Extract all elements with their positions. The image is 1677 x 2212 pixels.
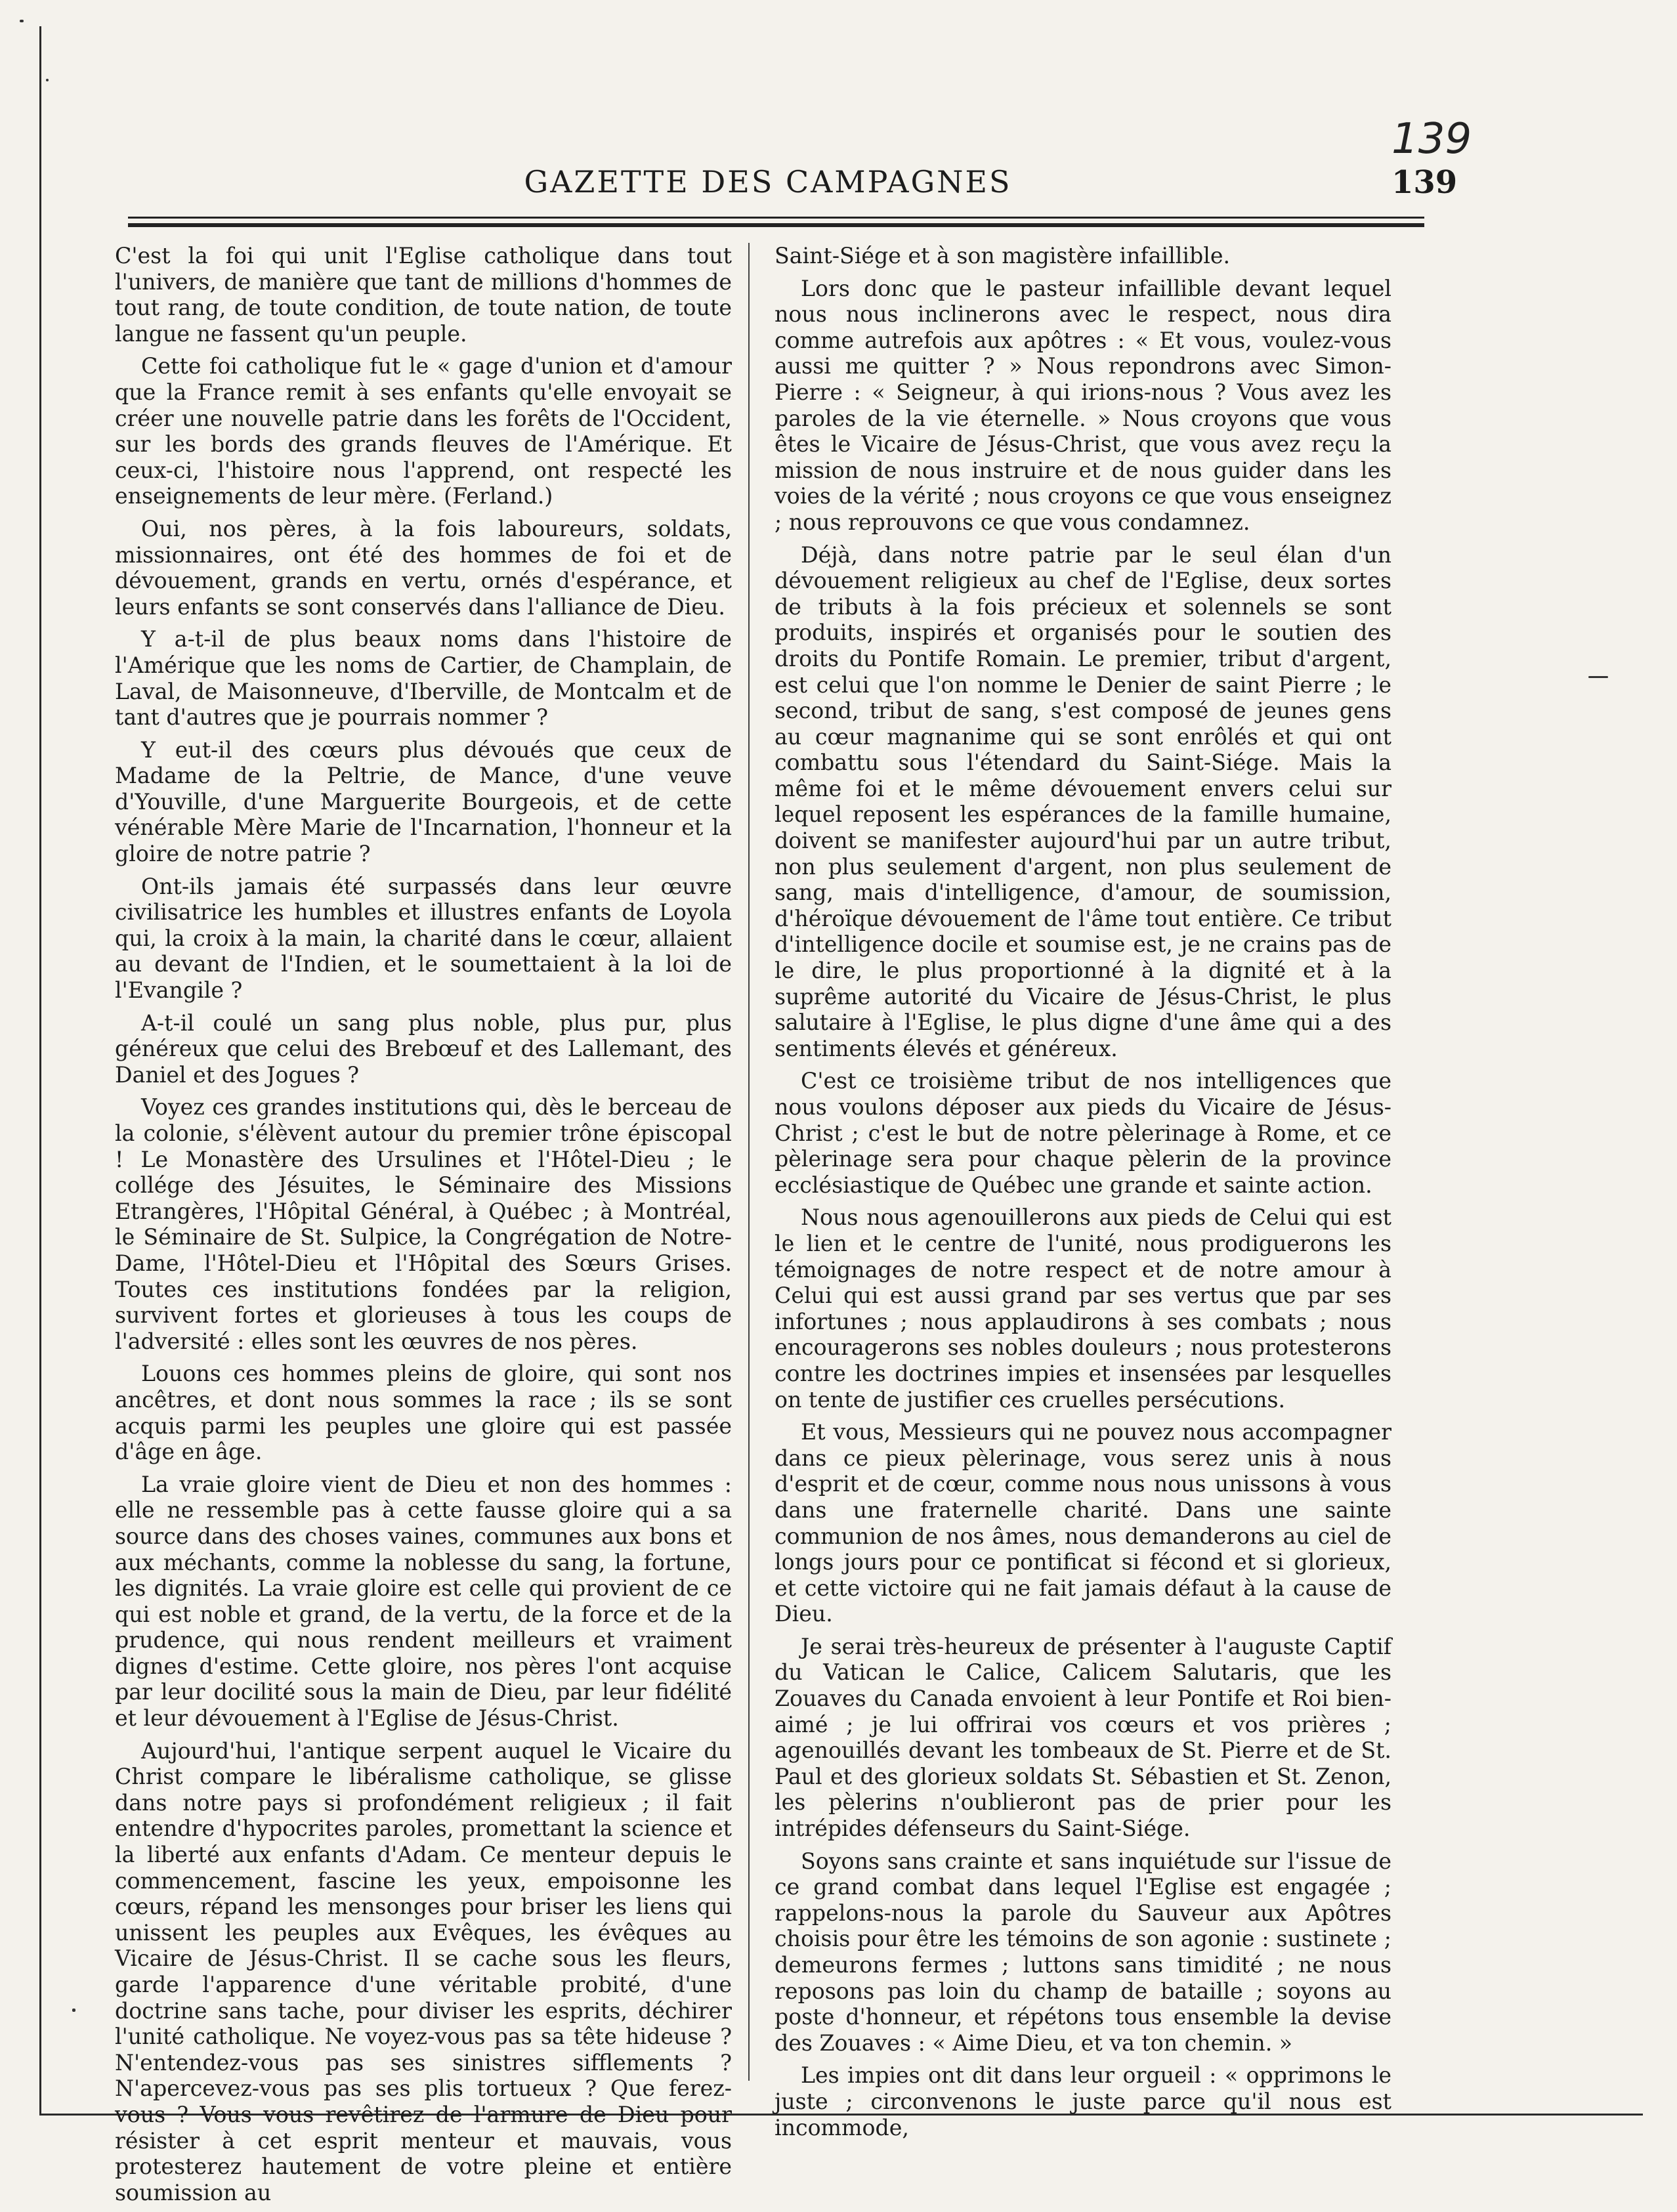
paragraph: Lors donc que le pasteur infaillible devant lequel nous nous inclinerons avec le respect, nous dira comme autrefois aux apôtres : « Et vous, voulez-vous aussi me quitter ? » Nous repondrons avec Simon-Pierre : « Seigneur, à qui irions-nous ? Vous avez les paroles de la vie éternelle. » Nous croyons que vous êtes le Vicaire de Jésus-Christ, que vous avez reçu la mission de nous instruire et de nous guider dans les voies de la vérité ; nous croyons ce que vous enseignez ; nous reprouvons ce que vous condamnez. — [775, 275, 1391, 535]
paragraph: Déjà, dans notre patrie par le seul élan d'un dévouement religieux au chef de l'Eglise, deux sortes de tributs à la fois précieux et solennels se sont produits, inspirés et organisés pour le soutien des droits du Pontife Romain. Le premier, tribut d'argent, est celui que l'on nomme le Denier de saint Pierre ; le second, tribut de sang, s'est composé de jeunes gens au cœur magnanime qui se sont enrôlés et qui ont combattu sous l'étendard du Saint-Siége. Mais la même foi et le même dévouement envers celui sur lequel reposent les espérances de la famille humaine, doivent se manifester aujourd'hui par un autre tribut, non plus seulement d'argent, non plus seulement de sang, mais d'intelligence, d'amour, de soumission, d'héroïque dévouement de l'âme tout entière. Ce tribut d'intelligence docile et soumise est, je ne crains pas de le dire, le plus proportionné à la dignité et à la suprême autorité du Vicaire de Jésus-Christ, le plus salutaire à l'Eglise, le plus digne d'une âme qui a des sentiments élevés et généreux. — [775, 542, 1391, 1061]
paragraph: Saint-Siége et à son magistère infaillible. — [775, 243, 1231, 268]
paragraph: C'est ce troisième tribut de nos intelligences que nous voulons déposer aux pieds du Vicaire de Jésus-Christ ; c'est le but de notre pèlerinage à Rome, et ce pèlerinage sera pour chaque pèlerin de la province ecclésiastique de Québec une grande et sainte action. — [775, 1068, 1391, 1198]
scan-speck — [72, 2009, 75, 2012]
right-column — [775, 243, 1391, 2147]
paragraph: Voyez ces grandes institutions qui, dès le berceau de la colonie, s'élèvent autour du premier trône épiscopal ! Le Monastère des Ursulines et l'Hôtel-Dieu ; le collége des Jésuites, le Séminaire des Missions Etrangères, l'Hôpital Général, à Québec ; à Montréal, le Séminaire de St. Sulpice, la Congrégation de Notre-Dame, l'Hôtel-Dieu et l'Hôpital des Sœurs Grises. Toutes ces institutions fondées par la religion, survivent fortes et glorieuses à tous les coups de l'adversité : elles sont les œuvres de nos pères. — [115, 1094, 732, 1354]
paragraph: Y eut-il des cœurs plus dévoués que ceux de Madame de la Peltrie, de Mance, d'une veuve d'Youville, d'une Marguerite Bourgeois, et de cette vénérable Mère Marie de l'Incarnation, l'honneur et la gloire de notre patrie ? — [115, 736, 732, 867]
running-title: GAZETTE DES CAMPAGNES — [524, 164, 1012, 200]
handwritten-page-number: 139 — [1391, 115, 1472, 163]
paragraph: Ont-ils jamais été surpassés dans leur œuvre civilisatrice les humbles et illustres enfants de Loyola qui, la croix à la main, la charité dans le cœur, allaient au devant de l'Indien, et le soumettaient à la loi de l'Evangile ? — [115, 873, 732, 1004]
paragraph: Nous nous agenouillerons aux pieds de Celui qui est le lien et le centre de l'unité, nous prodiguerons les témoignages de notre respect et de notre amour à Celui qui est aussi grand par ses vertus que par ses infortunes ; nous applaudirons à ses combats ; nous encouragerons ses nobles douleurs ; nous protesterons contre les doctrines impies et insensées par lesquelles on tente de justifier ces cruelles persécutions. — [775, 1204, 1391, 1413]
scan-speck — [1588, 676, 1608, 678]
paragraph: Et vous, Messieurs qui ne pouvez nous accompagner dans ce pieux pèlerinage, vous serez unis à nous d'esprit et de cœur, comme nous nous unissons à vous dans une fraternelle charité. Dans une sainte communion de nos âmes, nous demanderons au ciel de longs jours pour ce pontificat si fécond et si glorieux, et cette victoire qui ne fait jamais défaut à la cause de Dieu. — [775, 1419, 1391, 1627]
paragraph: A-t-il coulé un sang plus noble, plus pur, plus généreux que celui des Brebœuf et des Lallemant, des Daniel et des Jogues ? — [115, 1010, 732, 1088]
page-header — [118, 151, 1418, 210]
paragraph: Y a-t-il de plus beaux noms dans l'histoire de l'Amérique que les noms de Cartier, de Champlain, de Laval, de Maisonneuve, d'Iberville, de Montcalm et de tant d'autres que je pourrais nommer ? — [115, 626, 732, 731]
paragraph: Je serai très-heureux de présenter à l'auguste Captif du Vatican le Calice, Calicem Salutaris, que les Zouaves du Canada envoient à leur Pontife et Roi bien-aimé ; je lui offrirai vos cœurs et vos prières ; agenouillés devant les tombeaux de St. Pierre et de St. Paul et des glorieux soldats St. Sébastien et St. Zenon, les pèlerins n'oublieront pas de prier pour les intrépides défenseurs du Saint-Siége. — [775, 1633, 1391, 1842]
column-divider — [748, 243, 750, 2081]
paragraph: Louons ces hommes pleins de gloire, qui sont nos ancêtres, et dont nous sommes la race ; ils se sont acquis parmi les peuples une gloire qui est passée d'âge en âge. — [115, 1361, 732, 1465]
paragraph: C'est la foi qui unit l'Eglise catholique dans tout l'univers, de manière que tant de millions d'hommes de tout rang, de toute condition, de toute nation, de toute langue ne fassent qu'un peuple. — [115, 243, 732, 347]
header-rule-thin — [128, 217, 1424, 219]
printed-page-number: 139 — [1391, 164, 1458, 201]
paragraph: Aujourd'hui, l'antique serpent auquel le Vicaire du Christ compare le libéralisme catholique, se glisse dans notre pays si profondément religieux ; il fait entendre d'hypocrites paroles, promettant la science et la liberté aux enfants d'Adam. Ce menteur depuis le commencement, fascine les yeux, empoisonne les cœurs, répand les mensonges pour briser les liens qui unissent les peuples aux Evêques, les évêques au Vicaire de Jésus-Christ. Il se cache sous les fleurs, garde l'apparence d'une véritable probité, d'une doctrine sans tache, pour diviser les esprits, déchirer l'unité catholique. Ne voyez-vous pas sa tête hideuse ? N'entendez-vous pas ses sinistres sifflements ? N'apercevez-vous pas ses plis tortueux ? Que ferez-vous ? Vous vous revêtirez de l'armure de Dieu pour résister à cet esprit menteur et mauvais, vous protesterez hautement de votre pleine et entière soumission au — [115, 1737, 732, 2205]
scan-speck — [46, 79, 49, 81]
header-rule-thick — [128, 223, 1424, 227]
left-column — [115, 243, 732, 2212]
scan-speck — [20, 20, 24, 22]
paragraph: Soyons sans crainte et sans inquiétude sur l'issue de ce grand combat dans lequel l'Eglise est engagée ; rappelons-nous la parole du Sauveur aux Apôtres choisis pour être les témoins de son agonie : sustinete ; demeurons fermes ; luttons sans timidité ; ne nous reposons pas loin du champ de bataille ; soyons au poste d'honneur, et répétons tous ensemble la devise des Zouaves : « Aime Dieu, et va ton chemin. » — [775, 1848, 1391, 2056]
paragraph: Les impies ont dit dans leur orgueil : « opprimons le juste ; circonvenons le juste parce qu'il nous est incommode, — [775, 2062, 1391, 2140]
paragraph: La vraie gloire vient de Dieu et non des hommes : elle ne ressemble pas à cette fausse gloire qui a sa source dans des choses vaines, communes aux bons et aux méchants, comme la noblesse du sang, la fortune, les dignités. La vraie gloire est celle qui provient de ce qui est noble et grand, de la vertu, de la force et de la prudence, qui nous rendent meilleurs et vraiment dignes d'estime. Cette gloire, nos pères l'ont acquise par leur docilité sous la main de Dieu, par leur fidélité et leur dévouement à l'Eglise de Jésus-Christ. — [115, 1471, 732, 1732]
paragraph: Cette foi catholique fut le « gage d'union et d'amour que la France remit à ses enfants qu'elle envoyait se créer une nouvelle patrie dans les forêts de l'Occident, sur les bords des grands fleuves de l'Amérique. Et ceux-ci, l'histoire nous l'apprend, ont respecté les enseignements de leur mère. (Ferland.) — [115, 353, 732, 509]
paragraph: Oui, nos pères, à la fois laboureurs, soldats, missionnaires, ont été des hommes de foi et de dévouement, grands en vertu, ornés d'espérance, et leurs enfants se sont conservés dans l'alliance de Dieu. — [115, 515, 732, 620]
